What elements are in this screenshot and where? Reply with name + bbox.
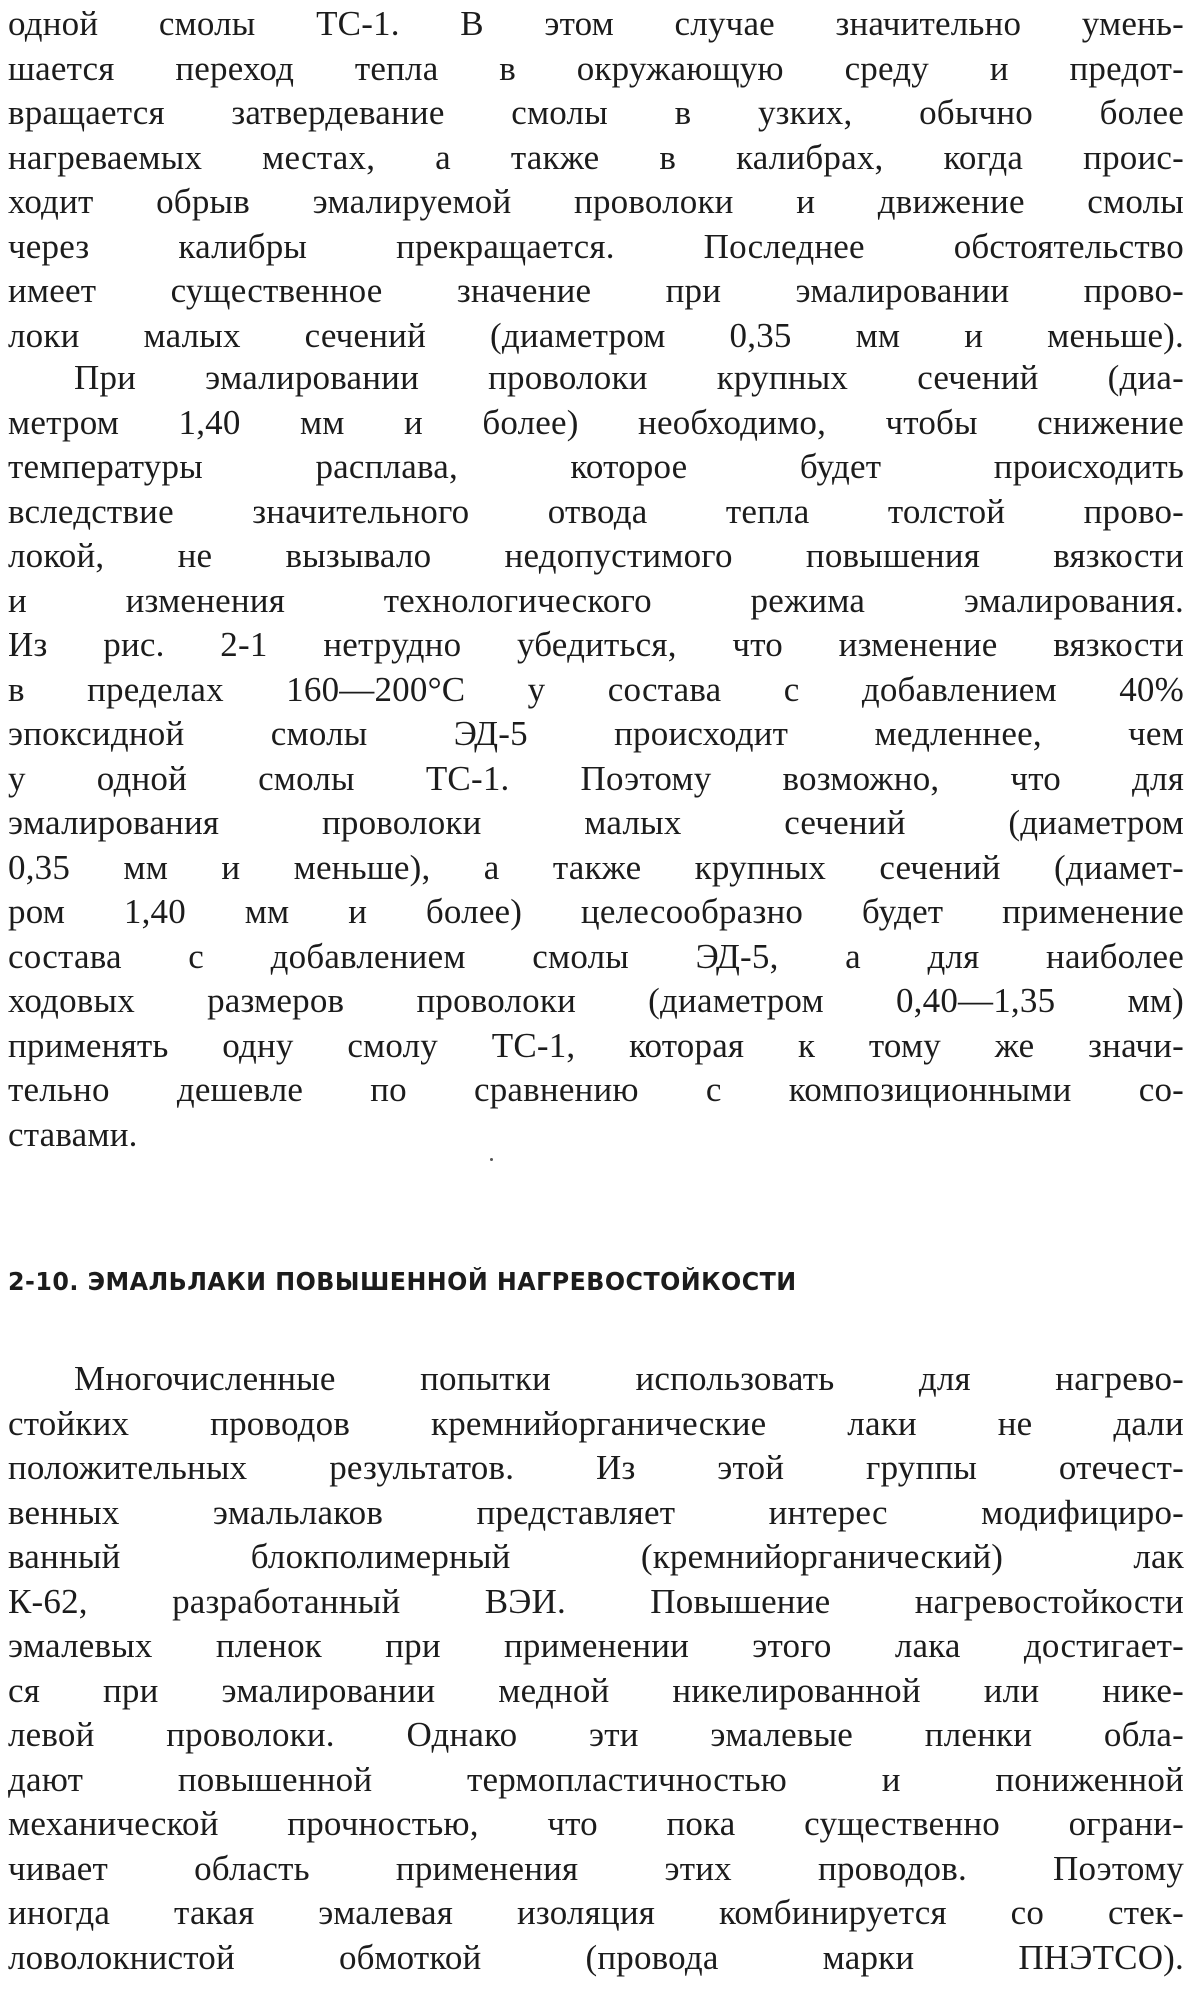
paragraph-second (8, 356, 1184, 1157)
text-line: ловолокнистой обмоткой (провода марки ПНЭТСО). (8, 1937, 1184, 1977)
text-line: ходовых размеров проволоки (диаметром 0,40—1,35 мм) (8, 981, 1184, 1020)
text-line: чивает область применения этих проводов. Поэтому (8, 1848, 1184, 1888)
paragraph-continued (8, 2, 1184, 358)
text-line: нагреваемых местах, а также в калибрах, когда проис- (8, 137, 1184, 177)
paragraph-third (8, 1357, 1184, 1980)
text-line: дают повышенной термопластичностью и пониженной (8, 1759, 1184, 1799)
text-line: ставами. (8, 1114, 138, 1154)
text-line: эмалевых пленок при применении этого лака достигает- (8, 1626, 1184, 1665)
text-line: через калибры прекращается. Последнее обстоятельство (8, 226, 1184, 266)
text-line: Многочисленные попытки использовать для нагрево- (74, 1359, 1184, 1398)
text-line: эпоксидной смолы ЭД-5 происходит медленнее, чем (8, 714, 1184, 753)
text-line: вследствие значительного отвода тепла толстой прово- (8, 491, 1184, 531)
text-line: левой проволоки. Однако эти эмалевые пленки обла- (8, 1715, 1184, 1754)
text-line: температуры расплава, которое будет происходить (8, 447, 1184, 486)
text-line: применять одну смолу ТС-1, которая к тому же значи- (8, 1025, 1184, 1065)
text-line: ванный блокполимерный (кремнийорганический) лак (8, 1537, 1184, 1576)
text-line: локой, не вызывало недопустимого повышения вязкости (8, 536, 1184, 575)
text-line: одной смолы ТС-1. В этом случае значительно умень- (8, 4, 1184, 43)
text-line: тельно дешевле по сравнению с композиционными со- (8, 1070, 1184, 1109)
text-line: К-62, разработанный ВЭИ. Повышение нагревостойкости (8, 1581, 1184, 1621)
text-line: Из рис. 2-1 нетрудно убедиться, что изменение вязкости (8, 625, 1184, 664)
text-line: ром 1,40 мм и более) целесообразно будет применение (8, 892, 1184, 931)
text-line: имеет существенное значение при эмалировании прово- (8, 271, 1184, 310)
text-line: иногда такая эмалевая изоляция комбинируется со стек- (8, 1893, 1184, 1932)
text-line: локи малых сечений (диаметром 0,35 мм и меньше). (8, 315, 1184, 355)
section-heading: 2-10. ЭМАЛЬЛАКИ ПОВЫШЕННОЙ НАГРЕВОСТОЙКОСТИ (8, 1267, 797, 1296)
text-line: механической прочностью, что пока существенно ограни- (8, 1804, 1184, 1843)
text-line: При эмалировании проволоки крупных сечений (диа- (74, 358, 1184, 397)
text-line: ходит обрыв эмалируемой проволоки и движение смолы (8, 182, 1184, 221)
text-line: ся при эмалировании медной никелированной или нике- (8, 1670, 1184, 1710)
text-line: и изменения технологического режима эмалирования. (8, 580, 1184, 620)
text-line: 0,35 мм и меньше), а также крупных сечений (диамет- (8, 847, 1184, 887)
text-line: у одной смолы ТС-1. Поэтому возможно, что для (8, 758, 1184, 798)
text-line: стойких проводов кремнийорганические лаки не дали (8, 1403, 1184, 1443)
scan-speck (490, 1158, 493, 1161)
text-line: шается переход тепла в окружающую среду и предот- (8, 48, 1184, 88)
text-line: вращается затвердевание смолы в узких, обычно более (8, 93, 1184, 132)
text-line: метром 1,40 мм и более) необходимо, чтобы снижение (8, 402, 1184, 442)
text-line: в пределах 160—200°С у состава с добавлением 40% (8, 669, 1184, 709)
document-page (8, 0, 1184, 1995)
text-line: венных эмальлаков представляет интерес модифициро- (8, 1492, 1184, 1532)
text-line: эмалирования проволоки малых сечений (диаметром (8, 803, 1184, 842)
text-line: состава с добавлением смолы ЭД-5, а для наиболее (8, 936, 1184, 976)
text-line: положительных результатов. Из этой группы отечест- (8, 1448, 1184, 1487)
